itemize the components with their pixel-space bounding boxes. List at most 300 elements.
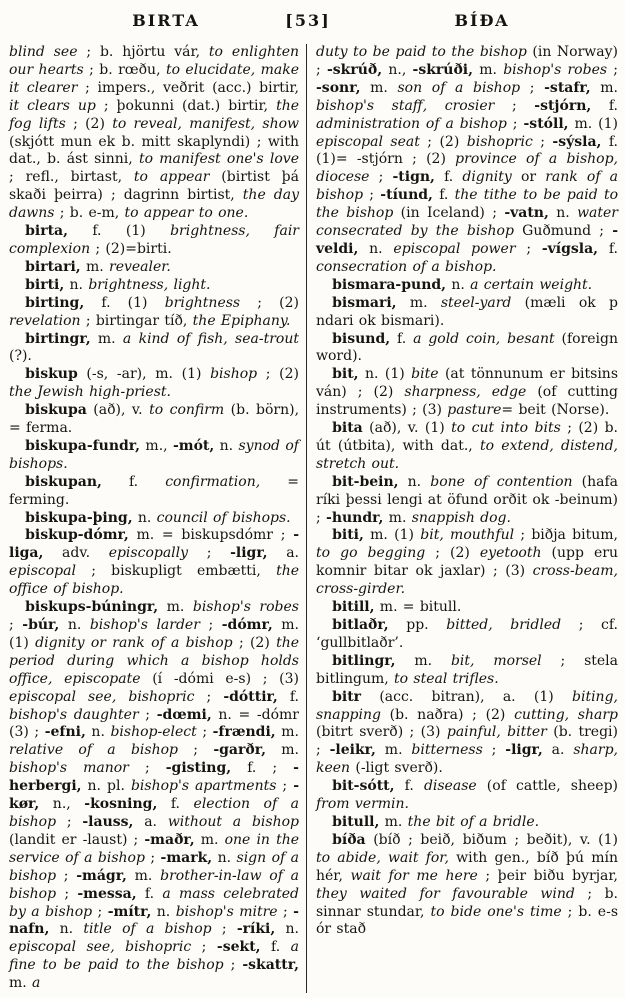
dictionary-entry [316,599,618,617]
entry-text: (birtist þá skaði þeirra) ; dagrinn birtist, [9,169,299,204]
gloss-italic: relative of a bishop [9,742,178,759]
headword: birting, [25,294,85,311]
headword: -stafr, [544,79,591,96]
entry-text: m. [275,724,299,741]
dictionary-entry [316,832,618,939]
headword: -ríki, [236,921,276,938]
gloss-italic: eyetooth [479,545,542,562]
gloss-italic: the Epiphany. [192,312,291,329]
entry-text: f. [101,473,166,490]
right-column [307,44,625,993]
running-head [0,0,625,44]
headword: -tign, [392,169,435,186]
entry-text: f. [260,939,291,956]
gloss-italic: dignity [462,169,512,186]
entry-text: f. [136,885,163,902]
entry-text: ; [277,903,294,920]
gloss-italic: bishop's larder [89,617,200,633]
entry-text: m. [590,79,618,96]
headword: bisund, [332,330,391,347]
headword: bitlaðr, [332,617,389,633]
gloss-italic: to bide one's time [430,903,562,920]
entry-text: m., [140,437,173,454]
entry-text: ; b. rœðu, [83,61,166,78]
gloss-italic: episcopal seat [316,133,420,150]
entry-text: n. = -dómr (3) ; [9,706,299,741]
entry-text: m. = biskupsdómr ; [128,527,294,544]
entry-text: ; (2) [257,366,299,383]
entry-text: m. (1) [568,115,618,132]
gloss-italic: bishop's daughter [9,706,139,723]
entry-text: ; [223,957,243,974]
entry-text: (að), v. [86,402,150,419]
gloss-italic: the period during which a bishop holds office, episcopate [9,634,300,687]
dictionary-entry [9,438,299,474]
headword: -veldi, [316,223,618,257]
gloss-italic: to appear to one. [124,205,249,222]
gloss-italic: revelation [9,312,81,329]
entry-text: (foreign word). [316,330,619,365]
left-column [0,44,307,993]
gloss-italic: dignity or rank of a bishop [35,634,233,651]
gloss-italic: the Jewish high-priest. [9,384,171,401]
entry-text: ; [144,849,161,866]
gloss-italic: bitted, bridled [446,617,562,633]
gloss-italic: disease [423,778,477,795]
entry-text: m. [396,294,441,311]
entry-text: ; [196,724,213,741]
headword: -vatn, [504,205,549,222]
entry-text: m. [90,330,123,347]
entry-text: (mæli ok p ndari ok bismari). [316,294,618,329]
dictionary-entry [316,653,618,689]
gloss-italic: biting, snapping [316,688,618,723]
headword: -maðr, [144,831,195,848]
entry-text: (b. naðra) ; (2) [380,706,515,723]
gloss-italic: cutting, sharp [514,706,618,723]
gloss-italic: wait for me here [350,867,478,884]
entry-text: n. [398,473,431,490]
gloss-italic: bishopric [466,133,533,150]
entry-text: n. [49,921,84,938]
headword: biskupa [25,402,87,419]
gloss-italic: to go begging [316,545,426,562]
gloss-italic: they waited for favourable wind [316,885,575,902]
entry-text: ; [607,61,618,78]
entry-text: ; (2) [419,133,467,150]
gloss-italic: one in the service of a bishop [9,831,299,866]
headword: bitr [332,688,362,705]
headword: -sonr, [316,79,361,96]
entry-text: (in Iceland) ; [393,205,505,222]
gloss-italic: bishop-elect [110,724,197,741]
gloss-italic: to enlighten our hearts [9,44,299,78]
entry-text: ; [515,240,542,257]
entry-text: f. (1) [84,294,165,311]
headword: birta, [25,223,68,240]
gloss-italic: cross-beam, cross-girder. [316,563,618,598]
entry-text: ; (2) [240,294,299,311]
entry-text: f. [598,240,618,257]
gloss-italic: a kind of fish, sea-trout [122,330,299,347]
entry-text: n., [39,796,85,813]
entry-text: a. [267,545,299,562]
gloss-italic: a gold coin, besant [413,330,555,347]
entry-text: m. [9,975,33,992]
gloss-italic: to extend, distend, stretch out. [316,437,619,472]
entry-text: ; (2) [232,634,277,651]
gloss-italic: the fog lifts [9,97,299,132]
entry-text: or [511,169,546,186]
gloss-italic: to elucidate, make it clearer [9,61,299,96]
entry-text: ; biskupligt embætti, [75,563,277,580]
entry-text: ; impers., veðrit (acc.) birtir, [77,79,300,96]
entry-text: n. [275,921,299,938]
headword: -tíund, [380,187,433,204]
entry-text: ; [191,939,217,956]
entry-text: Guðmund ; [513,223,613,240]
headword: bitull, [332,813,380,830]
entry-text: = beit (Norse). [501,402,610,419]
gloss-italic: a certain weight. [470,276,593,293]
headword: -ligr, [230,545,268,562]
entry-text: ; þeir biðu byrjar, [477,867,618,884]
headword: -sýsla, [552,133,602,150]
text-body [0,44,625,993]
entry-text: f. [591,97,618,114]
entry-text: ; [92,903,108,920]
entry-text: ; (2)=birti. [90,240,172,257]
entry-text: ; [56,867,77,884]
gloss-italic: brother-in-law of a bishop [9,867,299,902]
dictionary-entry [316,527,618,599]
gloss-italic: to appear [133,169,210,186]
headword: -leikr, [329,742,376,759]
dictionary-entry [9,510,299,528]
entry-text: m. [383,509,412,526]
gloss-italic: a mass celebrated by a bishop [9,885,299,920]
headword: -dóttir, [223,688,278,705]
dictionary-entry [9,599,299,993]
gloss-italic: bitterness [411,742,483,759]
entry-text: ; [199,617,222,633]
continuation-paragraph [316,44,618,277]
gloss-italic: bishop's mitre [175,903,278,920]
headword: birtingr, [25,330,91,347]
entry-text: n. (1) [358,366,412,383]
gloss-italic: consecration of a bishop. [316,258,497,275]
dictionary-entry [316,331,618,367]
entry-text: n. [358,240,394,257]
headword: -liga, [9,527,299,562]
headword: birtari, [25,258,81,275]
dictionary-entry [9,223,299,259]
headword: bit-bein, [332,473,399,490]
entry-text: = ferming. [9,473,299,508]
dictionary-entry [316,814,618,832]
entry-text: ; [369,169,393,186]
gloss-italic: steel-yard [440,294,512,311]
headword: -frændi, [212,724,276,741]
gloss-italic: episcopal see, bishopric [9,939,192,956]
dictionary-entry [9,366,299,402]
entry-text: ; [194,688,224,705]
gloss-italic: blind see [9,44,78,60]
headword: -hundr, [326,509,384,526]
gloss-italic: administration of a bishop [316,115,507,132]
entry-text: m. (1) [363,527,421,544]
entry-text: ; [520,79,545,96]
gloss-italic: province of a bishop, diocese [316,151,618,186]
gloss-italic: episcopal power [393,240,516,257]
headword: bíða [332,831,366,848]
gloss-italic: rank of a bishop [316,169,619,204]
entry-text: (?). [9,348,32,365]
entry-text: ; (2) [425,545,480,562]
entry-text: (bitrt sverð) ; (3) [316,724,447,741]
entry-text: n. [151,903,176,920]
headword: bita [332,420,363,437]
entry-text: ; (2) b. út (útbita), with dat., [316,420,618,454]
gloss-italic: painful, bitter [446,724,547,741]
entry-text: ; b. e-s ór stað [316,903,618,938]
gloss-italic: council of bishops. [156,509,291,526]
entry-text: ; [56,885,78,902]
headword: biskup-dómr, [25,527,129,544]
entry-text: m. [360,79,398,96]
dictionary-entry [9,474,299,510]
headword: -búr, [22,617,60,633]
headword: -mót, [172,437,215,454]
entry-text: (of cutting instruments) ; (3) [316,384,619,419]
entry-text: (at tönnunum er bitsins ván) ; (2) [316,366,619,401]
entry-text: ; [188,545,231,562]
entry-text: m. [395,652,451,669]
dictionary-entry [9,331,299,367]
dictionary-entry [316,366,618,420]
entry-text: ; [532,133,553,150]
headword: -stóll, [523,115,569,132]
gloss-italic: brightness, fair complexion [9,223,299,257]
gloss-italic: duty to be paid to the bishop [316,44,527,60]
gloss-italic: title of a bishop [83,921,212,938]
headword: biskupa-fundr, [25,437,141,454]
entry-text: n. [64,276,89,293]
header-page-number: [53] [285,11,331,30]
gloss-italic: to cut into bits [451,420,561,437]
gloss-italic: bishop's robes [192,599,299,616]
gloss-italic: to manifest one's love [138,151,299,168]
entry-text: m. [80,258,109,275]
entry-text: ; biðja bitum, [514,527,618,544]
headword: -ligr, [505,742,543,759]
gloss-italic: from vermin. [316,796,409,813]
entry-text: ; birtingar tíð, [80,312,193,329]
entry-text: ; [211,921,237,938]
dictionary-entry [316,778,618,814]
gloss-italic: bishop's robes [503,61,608,78]
entry-text: n. pl. [81,778,131,795]
entry-text: m. [265,742,299,759]
entry-text: f. [277,688,299,705]
headword: -skrúð, [326,61,383,78]
entry-text: (landit er -laust) ; [9,831,145,848]
dictionary-entry [316,295,618,331]
gloss-italic: the tithe to be paid to the bishop [316,187,618,222]
gloss-italic: bishop [210,366,258,383]
entry-text: with gen., bíð þú mín hér, [316,849,618,884]
entry-text: m. [473,61,504,78]
entry-text: f. [432,187,455,204]
entry-text: m. = bitull. [374,599,462,616]
headword: bismari, [332,294,397,311]
gloss-italic: bit, mouthful [420,527,515,544]
gloss-italic: brightness, light. [88,276,211,293]
headword: bitlingr, [332,652,396,669]
headword: -lauss, [82,813,134,830]
gloss-italic: confirmation, [165,473,261,490]
entry-text: n. [59,617,90,633]
dictionary-entry [9,277,299,295]
gloss-italic: brightness [164,294,241,311]
entry-text: n. [212,849,237,866]
headword: biskups-búningr, [25,599,159,616]
gloss-italic: son of a bishop [397,79,521,96]
entry-text: m. [375,742,412,759]
entry-text: m. [126,867,161,884]
headword: -skattr, [242,957,299,974]
gloss-italic: sharpness, edge [404,384,527,401]
gloss-italic: bit, morsel [450,652,542,669]
entry-text: n. [446,276,471,293]
entry-text: m. [158,599,193,616]
entry-text: ; b. hjörtu vár, [77,44,209,60]
dictionary-entry [9,402,299,438]
entry-text: ; stela bitlingum, [316,652,619,687]
headword: bit-sótt, [332,778,395,795]
entry-text: pp. [388,617,447,633]
entry-text: (að), v. (1) [362,420,452,437]
entry-text: (of cattle, sheep) [476,778,619,795]
headword: -kosning, [84,796,158,813]
headword: -messa, [77,885,137,902]
headword: -vígsla, [541,240,599,257]
entry-text: ; [363,187,381,204]
gloss-italic: sign of a bishop [9,849,299,884]
entry-text: ; [178,742,214,759]
gloss-italic: a [32,975,41,992]
dictionary-entry [9,259,299,277]
gloss-italic: pasture [447,402,502,419]
headword: -garðr, [213,742,266,759]
gloss-italic: it clears up [9,97,96,114]
entry-text: m. (1) [9,617,299,651]
gloss-italic: to steal trifles. [394,670,499,687]
entry-text: ; (2) [65,115,113,132]
entry-text: ; [138,706,157,723]
entry-text: ; cf. ‘gullbitlaðr’. [316,617,618,651]
entry-text: n. [214,437,239,454]
entry-text: ; refl., birtast, [9,169,134,186]
entry-text: n., [382,61,413,78]
entry-text: f. [157,796,194,813]
gloss-italic: water consecrated by the bishop [316,205,618,240]
entry-text: n. [85,724,111,741]
gloss-italic: without a bishop [167,813,299,830]
headword: -gisting, [165,760,232,777]
headword: biti, [332,527,364,544]
dictionary-entry [316,617,618,653]
headword: -skrúði, [412,61,473,78]
headword: -nafn, [9,903,299,938]
gloss-italic: episcopally [108,545,189,562]
gloss-italic: revealer. [109,258,171,275]
headword: bit, [332,366,359,383]
entry-text: adv. [43,545,109,562]
entry-text: ; b. e-m, [54,205,125,222]
gloss-italic: bone of contention [430,473,573,490]
entry-text: ; [276,778,294,795]
entry-text: f. ; [231,760,294,777]
entry-text: ; b. sinnar stundar, [316,885,618,920]
gloss-italic: to abide, wait for, [316,849,449,866]
dictionary-entry [316,277,618,295]
headword: birti, [25,276,65,293]
headword: -sekt, [216,939,261,956]
header-left-headword: BIRTA [132,11,200,30]
entry-text: f. (1) [68,223,171,240]
gloss-italic: bite [411,366,439,383]
headword: biskupan, [25,473,102,490]
entry-text: m. [379,813,408,830]
gloss-italic: bishop's manor [9,760,129,777]
entry-text: f. [390,330,414,347]
gloss-italic: snappish dog. [411,509,511,526]
entry-text: (upp eru komnir bitar ok jaxlar) ; (3) [316,545,618,580]
dictionary-entry [316,689,618,779]
gloss-italic: episcopal [9,563,76,580]
headword: -dómr, [221,617,273,633]
gloss-italic: election of a bishop [9,796,300,830]
entry-text: (skjótt mun ek b. mitt skaplyndi) ; with dat., b. ást sinni, [9,133,299,168]
gloss-italic: the office of bishop. [9,563,299,598]
headword: -mítr, [107,903,152,920]
headword: -herbergi, [9,760,299,795]
entry-text: (-ligt sverð). [350,760,443,777]
entry-text: (b. börn), = ferma. [9,402,300,437]
headword: -mark, [160,849,213,866]
entry-text: ; [56,813,83,830]
dictionary-entry [316,474,618,528]
entry-text: n. [132,509,157,526]
continuation-paragraph [9,44,299,223]
header-right-headword: BÍÐA [454,11,510,30]
entry-text: ; [494,97,535,114]
dictionary-entry [9,527,299,599]
gloss-italic: bishop's apartments [130,778,277,795]
entry-text: (bíð ; beið, biðum ; beðit), v. (1) [365,831,618,848]
gloss-italic: to confirm [149,402,225,419]
entry-text: n. [548,205,578,222]
headword: -mágr, [76,867,127,884]
headword: -stjórn, [534,97,592,114]
headword: -dœmi, [156,706,212,723]
headword: bitill, [332,599,375,616]
entry-text: a. [542,742,574,759]
entry-text: (in Norway) ; [316,44,618,78]
headword: -kør, [9,778,299,813]
dictionary-entry [316,420,618,474]
